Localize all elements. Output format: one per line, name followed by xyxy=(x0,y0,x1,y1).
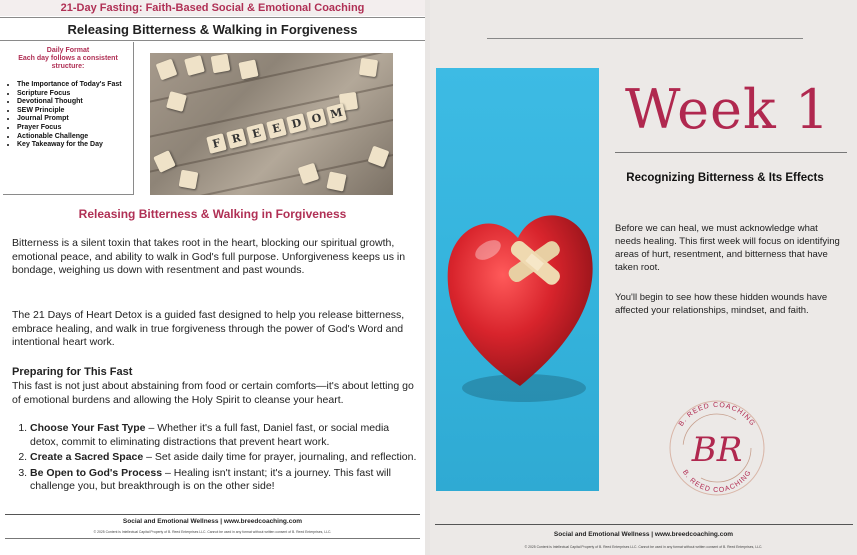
week-paragraph-1: Before we can heal, we must acknowledge what needs healing. This first week will focus on identifying areas of hurt, resentment, and bitterness that have taken root. xyxy=(615,223,840,273)
list-item xyxy=(30,467,418,494)
week-subtitle: Recognizing Bitterness & Its Effects xyxy=(626,172,824,184)
detox-paragraph: The 21 Days of Heart Detox is a guided fast designed to help you release bitterness, embrace healing, and walk in true forgiveness through the power of God's Word and intentional heart work. xyxy=(12,309,405,348)
left-page xyxy=(0,0,425,555)
photo-letter: R xyxy=(226,128,247,149)
list-item: • The Importance of Today's Fast xyxy=(17,81,133,90)
daily-format-subheading: Each day follows a consistent structure: xyxy=(18,55,118,70)
step-label: Be Open to God's Process xyxy=(30,466,163,479)
preparing-paragraph: This fast is not just about abstaining from food or certain comforts—it's about letting go of emotional burdens and allowing the Holy Spirit to cleanse your heart. xyxy=(12,380,414,406)
footer-text: Social and Emotional Wellness | www.breedcoaching.com xyxy=(122,518,303,525)
heart-bandage-image xyxy=(436,68,599,491)
photo-letter: M xyxy=(326,103,347,124)
page-title: Releasing Bitterness & Walking in Forgiveness xyxy=(0,17,425,41)
series-banner: 21-Day Fasting: Faith-Based Social & Emotional Coaching xyxy=(0,0,425,16)
step-text: – Set aside daily time for prayer, journaling, and reflection. xyxy=(143,451,417,463)
list-item: • Devotional Thought xyxy=(17,98,133,107)
daily-format-heading: Daily Format xyxy=(46,47,90,54)
step-text: – Healing isn't instant; it's a journey. This fast will challenge you, but breakthrough is on the other side! xyxy=(30,466,391,492)
preparing-heading: Preparing for This Fast xyxy=(12,366,133,378)
photo-letter: E xyxy=(266,118,287,139)
daily-format-box xyxy=(3,42,134,195)
copyright-text: © 2025 Content is Intellectual Capital Property of B. Reed Enterprises LLC. Cannot be used in any format without written consent of B. Reed Enterprises, LLC. xyxy=(93,530,332,534)
list-item: • Actionable Challenge xyxy=(17,133,133,142)
list-item: • SEW Principle xyxy=(17,107,133,116)
section-title: Releasing Bitterness & Walking in Forgiveness xyxy=(78,207,347,221)
svg-text:BR: BR xyxy=(691,430,743,470)
footer-divider xyxy=(435,524,853,525)
photo-letter: E xyxy=(246,123,267,144)
copyright-text: © 2025 Content is Intellectual Capital Property of B. Reed Enterprises LLC. Cannot be used in any format without written consent of B. Reed Enterprises, LLC. xyxy=(524,545,763,549)
freedom-tiles-photo xyxy=(150,53,393,195)
b-reed-coaching-logo xyxy=(662,393,772,503)
step-label: Create a Sacred Space xyxy=(30,451,144,463)
list-item xyxy=(30,451,418,465)
list-item: • Key Takeaway for the Day xyxy=(17,141,133,150)
right-page xyxy=(430,0,857,555)
svg-text:B. REED COACHING: B. REED COACHING xyxy=(677,401,757,428)
photo-letter: D xyxy=(286,113,307,134)
footer-text: Social and Emotional Wellness | www.breedcoaching.com xyxy=(553,531,734,538)
footer-divider xyxy=(5,538,420,539)
step-text: – Whether it's a full fast, Daniel fast, or social media detox, commit to eliminating distractions that prevent heart work. xyxy=(30,422,390,448)
title-divider xyxy=(615,152,847,153)
intro-paragraph: Bitterness is a silent toxin that takes root in the heart, blocking our spiritual growth, emotional peace, and ability to walk in God's full purpose. Unforgiveness keeps us in bondage, weighing us down with resentment and past wounds. xyxy=(12,237,406,276)
heart-icon xyxy=(436,68,599,491)
footer-divider xyxy=(5,514,420,515)
list-item: • Journal Prompt xyxy=(17,115,133,124)
list-item: • Scripture Focus xyxy=(17,90,133,99)
list-item: • Prayer Focus xyxy=(17,124,133,133)
logo-icon xyxy=(662,393,772,503)
week-paragraph-2: You'll begin to see how these hidden wounds have affected your relationships, mindset, and faith. xyxy=(615,292,828,316)
svg-text:B. REED COACHING: B. REED COACHING xyxy=(680,468,754,495)
daily-format-list xyxy=(17,81,133,150)
step-label: Choose Your Fast Type xyxy=(30,422,146,434)
week-title: Week 1 xyxy=(625,78,831,141)
photo-letter: O xyxy=(306,108,327,129)
top-divider xyxy=(487,38,803,39)
photo-letter: F xyxy=(206,133,227,154)
list-item xyxy=(30,422,418,449)
preparation-steps xyxy=(30,422,418,496)
